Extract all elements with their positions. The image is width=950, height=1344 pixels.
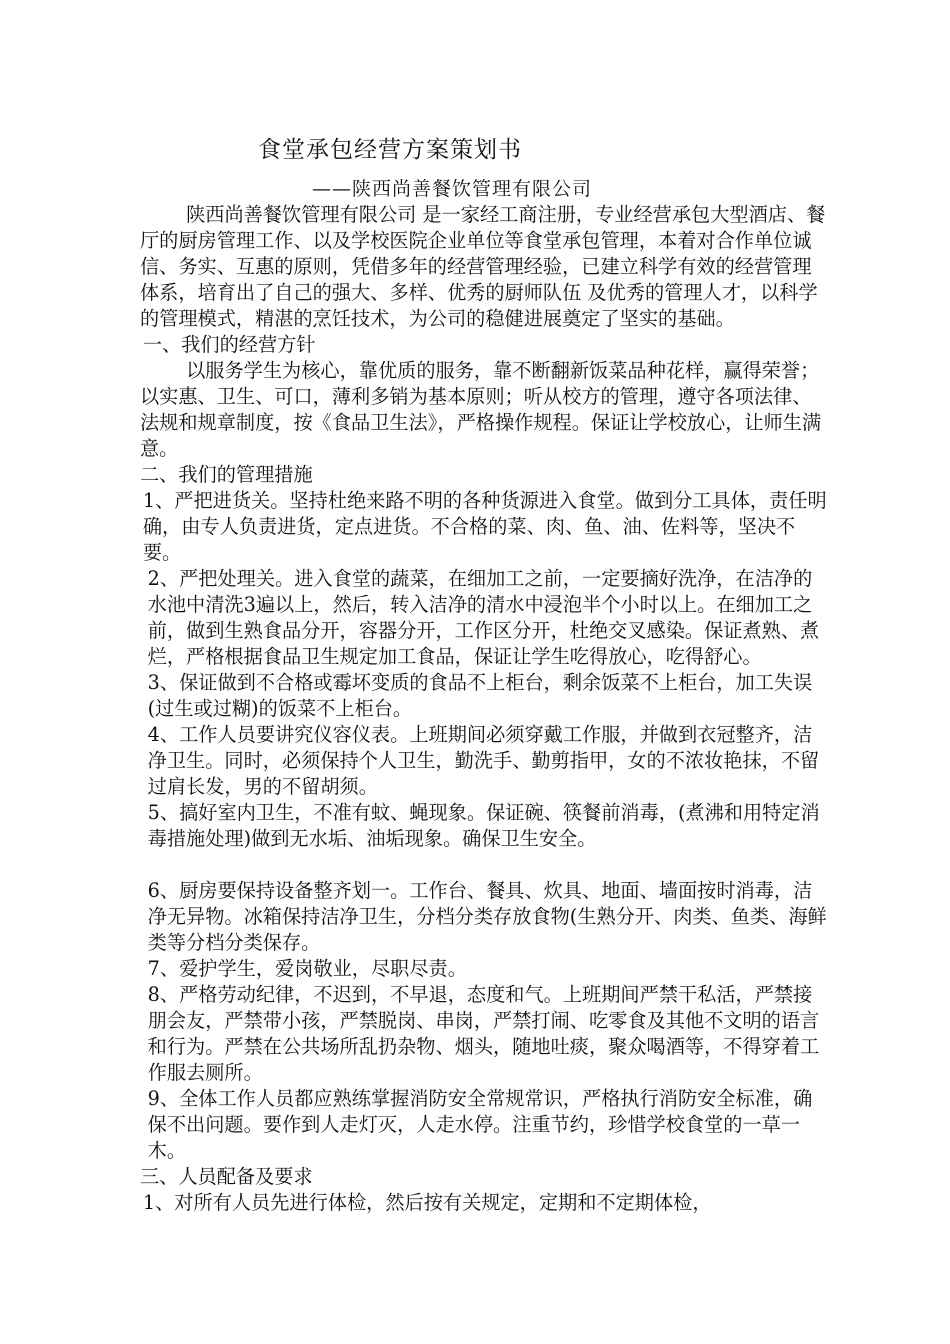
intro-paragraph: 陕西尚善餐饮管理有限公司 是一家经工商注册，专业经营承包大型酒店、餐厅的厨房管理工作、以及学校医院企业单位等食堂承包管理，本着对合作单位诚信、务实、互惠的原则，凭借多年的经营管理经验，已建立科学有效的经营管理体系，培育出了自己的强大、多样、优秀的厨师队伍 及优秀的管理人才，以科学的管理模式，精湛的烹饪技术，为公司的稳健进展奠定了坚实的基础。 bbox=[140, 203, 826, 330]
section-heading-policy: 一、我们的经营方针 bbox=[142, 333, 316, 356]
measure-item: 5、搞好室内卫生，不准有蚊、蝇现象。保证碗、筷餐前消毒，(煮沸和用特定消毒措施处理)做到无水垢、油垢现象。确保卫生安全。 bbox=[147, 801, 820, 850]
measure-item: 8、严格劳动纪律，不迟到，不早退，态度和气。上班期间严禁干私活，严禁接朋会友，严禁带小孩，严禁脱岗、串岗，严禁打闹、吃零食及其他不文明的语言和行为。严禁在公共场所乱扔杂物、烟头，随地吐痰，聚众喝酒等，不得穿着工作服去厕所。 bbox=[147, 983, 820, 1084]
measure-item: 6、厨房要保持设备整齐划一。工作台、餐具、炊具、地面、墙面按时消毒，洁净无异物。冰箱保持洁净卫生，分档分类存放食物(生熟分开、肉类、鱼类、海鲜类等分档分类保存。 bbox=[147, 879, 827, 954]
measure-item: 4、工作人员要讲究仪容仪表。上班期间必须穿戴工作服，并做到衣冠整齐，洁净卫生。同时，必须保持个人卫生，勤洗手、勤剪指甲，女的不浓妆艳抹，不留过肩长发，男的不留胡须。 bbox=[147, 723, 820, 798]
measure-item: 7、爱护学生，爱岗敬业，尽职尽责。 bbox=[147, 957, 467, 980]
document-body bbox=[140, 202, 830, 1216]
staffing-item: 1、对所有人员先进行体检，然后按有关规定，定期和不定期体检， bbox=[142, 1191, 712, 1214]
blank-line bbox=[140, 852, 830, 878]
section-heading-measures: 二、我们的管理措施 bbox=[140, 463, 313, 486]
policy-paragraph: 以服务学生为核心，靠优质的服务，靠不断翻新饭菜品种花样，赢得荣誉；以实惠、卫生、可口，薄利多销为基本原则；听从校方的管理，遵守各项法律、法规和规章制度，按《食品卫生法》，严格操作规程。保证让学校放心，让师生满意。 bbox=[140, 359, 822, 460]
measure-item: 3、保证做到不合格或霉坏变质的食品不上柜台，剩余饭菜不上柜台，加工失误(过生或过糊)的饭菜不上柜台。 bbox=[147, 671, 813, 720]
measure-item: 2、严把处理关。进入食堂的蔬菜，在细加工之前，一定要摘好洗净，在洁净的水池中清洗3遍以上，然后，转入洁净的清水中浸泡半个小时以上。在细加工之前，做到生熟食品分开，容器分开，工作区分开，杜绝交叉感染。保证煮熟、煮烂，严格根据食品卫生规定加工食品，保证让学生吃得放心，吃得舒心。 bbox=[147, 567, 820, 668]
document-title: 食堂承包经营方案策划书 bbox=[258, 137, 522, 163]
section-heading-staffing: 三、人员配备及要求 bbox=[140, 1165, 313, 1188]
measure-item: 9、全体工作人员都应熟练掌握消防安全常规常识，严格执行消防安全标准，确保不出问题。要作到人走灯灭，人走水停。注重节约，珍惜学校食堂的一草一木。 bbox=[147, 1087, 813, 1162]
document-subtitle: ——陕西尚善餐饮管理有限公司 bbox=[312, 178, 593, 200]
measure-item: 1、严把进货关。坚持杜绝来路不明的各种货源进入食堂。做到分工具体，责任明确，由专人负责进货，定点进货。不合格的菜、肉、鱼、油、佐料等，坚决不要。 bbox=[142, 489, 827, 564]
